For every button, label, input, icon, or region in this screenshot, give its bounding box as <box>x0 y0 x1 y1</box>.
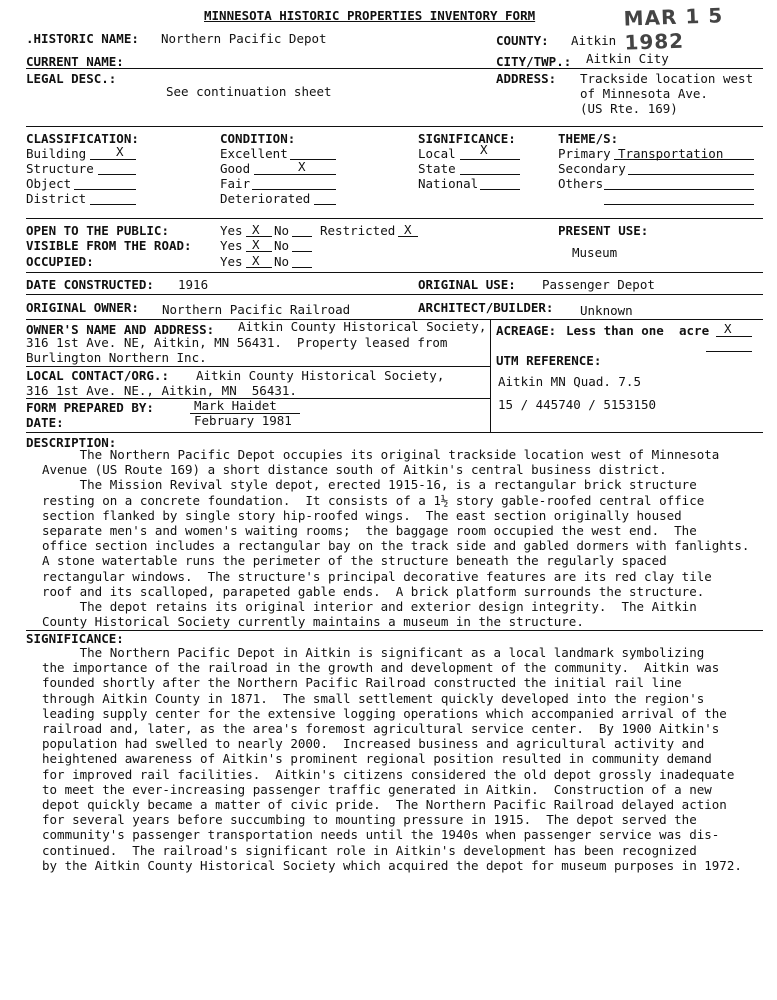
historic-name-label: .HISTORIC NAME: <box>26 31 139 46</box>
description-line: rectangular windows. The structure's principal decorative features are its red clay tile <box>42 568 712 584</box>
contact-line: 316 1st Ave. NE., Aitkin, MN 56431. <box>26 383 297 398</box>
significance-line: community's passenger transportation needs until the 1940s when passenger service was dis- <box>42 827 720 843</box>
present-use-label: PRESENT USE: <box>558 223 649 238</box>
description-label: DESCRIPTION: <box>26 435 117 450</box>
significance-label: SIGNIFICANCE: <box>26 631 124 646</box>
visible-no-label: No <box>274 238 290 253</box>
visible-yes-mark: X <box>252 237 260 252</box>
blank-line <box>98 174 136 175</box>
blank-line <box>314 204 336 205</box>
description-line: roof and its scalloped, parapeted gable ends. A brick platform surrounds the structure. <box>42 583 705 599</box>
restricted-label: Restricted <box>320 223 396 238</box>
classification-object: Object <box>26 176 72 191</box>
significance-line: to meet the ever-increasing passenger traffic generated in Aitkin. Construction of a new <box>42 781 712 797</box>
description-line: The depot retains its original interior and exterior design integrity. The Aitkin <box>42 599 697 615</box>
address-line: (US Rte. 169) <box>580 101 678 116</box>
rule-vertical-box <box>490 319 491 432</box>
blank-line <box>706 351 752 352</box>
received-date-stamp: MAR 1 5 1982 <box>623 3 724 55</box>
description-line: The Northern Pacific Depot occupies its original trackside location west of Minnesota <box>42 447 720 462</box>
architect-label: ARCHITECT/BUILDER: <box>418 300 554 315</box>
city-twp-value: Aitkin City <box>586 51 669 66</box>
rule-owner-contact <box>26 366 490 367</box>
significance-line: by the Aitkin County Historical Society which acquired the depot for museum purposes in 1972. <box>42 857 742 873</box>
blank-line <box>292 251 312 252</box>
occupied-yes-mark: X <box>252 253 260 268</box>
rule-names <box>26 68 763 69</box>
blank-line <box>614 159 754 160</box>
blank-line <box>604 204 754 205</box>
restricted-mark: X <box>404 222 412 237</box>
present-use-value: Museum <box>572 245 618 260</box>
blank-line <box>246 251 272 252</box>
owner-line: Burlington Northern Inc. <box>26 350 207 365</box>
significance-line: the importance of the railroad in the growth and development of the community. Aitkin was <box>42 660 720 676</box>
significance-line: The Northern Pacific Depot in Aitkin is significant as a local landmark symbolizing <box>42 645 705 660</box>
acreage-value: Less than one <box>566 323 664 338</box>
current-name-label: CURRENT NAME: <box>26 54 124 69</box>
utm-label: UTM REFERENCE: <box>496 353 602 368</box>
blank-line <box>460 174 520 175</box>
blank-line <box>254 174 336 175</box>
contact-line: Aitkin County Historical Society, <box>196 368 445 383</box>
condition-fair: Fair <box>220 176 251 191</box>
significance-text <box>42 645 742 873</box>
significance-national: National <box>418 176 479 191</box>
rule-significance <box>26 630 763 631</box>
occupied-label: OCCUPIED: <box>26 254 94 269</box>
visible-road-label: VISIBLE FROM THE ROAD: <box>26 238 192 253</box>
theme-primary: Primary <box>558 146 611 161</box>
classification-label: CLASSIFICATION: <box>26 131 139 146</box>
county-label: COUNTY: <box>496 33 549 48</box>
occupied-no-label: No <box>274 254 290 269</box>
open-yes-mark: X <box>252 222 260 237</box>
county-value: Aitkin <box>571 33 617 48</box>
original-owner-label: ORIGINAL OWNER: <box>26 300 139 315</box>
owners-name-label: OWNER'S NAME AND ADDRESS: <box>26 322 215 337</box>
form-prepared-value: Mark Haidet <box>194 398 277 413</box>
open-public-label: OPEN TO THE PUBLIC: <box>26 223 169 238</box>
theme-primary-value: Transportation <box>618 146 724 161</box>
city-twp-label: CITY/TWP.: <box>496 54 572 69</box>
utm-line: 15 / 445740 / 5153150 <box>498 397 657 412</box>
local-contact-label: LOCAL CONTACT/ORG.: <box>26 368 169 383</box>
rule-description <box>26 432 763 433</box>
owner-line: 316 1st Ave. NE, Aitkin, MN 56431. Property leased from <box>26 335 448 350</box>
blank-line <box>398 236 418 237</box>
legal-desc-value: See continuation sheet <box>166 84 332 99</box>
acre-label: acre <box>679 323 710 338</box>
blank-line <box>246 267 272 268</box>
owner-line: Aitkin County Historical Society, <box>238 319 487 334</box>
rule-access <box>26 272 763 273</box>
date-constructed-value: 1916 <box>178 277 209 292</box>
blank-line <box>292 236 312 237</box>
rule-classification <box>26 218 763 219</box>
theme-secondary: Secondary <box>558 161 626 176</box>
significance-line: founded shortly after the Northern Pacific Railroad constructed the initial rail line <box>42 675 682 691</box>
original-use-value: Passenger Depot <box>542 277 655 292</box>
address-line: of Minnesota Ave. <box>580 86 708 101</box>
significance-local: Local <box>418 146 456 161</box>
condition-good: Good <box>220 161 251 176</box>
address-line: Trackside location west <box>580 71 754 86</box>
classification-building-mark: X <box>116 144 124 159</box>
themes-label: THEME/S: <box>558 131 619 146</box>
description-text <box>42 447 749 629</box>
significance-line: for improved rail facilities. Aitkin's citizens considered the old depot grossly inadequate <box>42 766 735 782</box>
condition-excellent: Excellent <box>220 146 288 161</box>
blank-line <box>480 189 520 190</box>
architect-value: Unknown <box>580 303 633 318</box>
condition-deteriorated: Deteriorated <box>220 191 311 206</box>
blank-line <box>628 174 754 175</box>
rule-dates <box>26 294 763 295</box>
description-line: Avenue (US Route 169) a short distance south of Aitkin's central business district. <box>42 462 667 478</box>
utm-line: Aitkin MN Quad. 7.5 <box>498 374 641 389</box>
original-owner-value: Northern Pacific Railroad <box>162 302 351 317</box>
description-line: office section includes a rectangular bay on the track side and gabled dormers with fanlights. <box>42 538 750 554</box>
significance-line: population had swelled to nearly 2000. Increased business and agricultural activity and <box>42 736 705 752</box>
form-prepared-label: FORM PREPARED BY: <box>26 400 154 415</box>
significance-level-label: SIGNIFICANCE: <box>418 131 516 146</box>
occupied-yes-label: Yes <box>220 254 243 269</box>
blank-line <box>74 189 136 190</box>
open-yes-label: Yes <box>220 223 243 238</box>
historic-name-value: Northern Pacific Depot <box>161 31 327 46</box>
significance-line: continued. The railroad's significant role in Aitkin's development has been recognized <box>42 842 697 858</box>
rule-legal <box>26 126 763 127</box>
original-use-label: ORIGINAL USE: <box>418 277 516 292</box>
significance-state: State <box>418 161 456 176</box>
blank-line <box>292 267 312 268</box>
address-label: ADDRESS: <box>496 71 557 86</box>
significance-line: leading supply center for the extensive logging operations which accompanied arrival of the <box>42 705 727 721</box>
blank-line <box>90 204 136 205</box>
significance-line: for several years before succumbing to mounting pressure in 1915. The depot served the <box>42 812 697 828</box>
classification-district: District <box>26 191 87 206</box>
acre-mark: X <box>724 321 732 336</box>
blank-line <box>290 159 336 160</box>
significance-line: through Aitkin County in 1871. The small settlement quickly developed into the region's <box>42 690 705 706</box>
description-line: County Historical Society currently maintains a museum in the structure. <box>42 614 584 630</box>
classification-structure: Structure <box>26 161 94 176</box>
acreage-label: ACREAGE: <box>496 323 557 338</box>
description-line: resting on a concrete foundation. It consists of a 1½ story gable-roofed central office <box>42 492 705 508</box>
significance-local-mark: X <box>480 142 488 157</box>
description-line: separate men's and women's waiting rooms; the baggage room occupied the west end. The <box>42 523 697 539</box>
condition-label: CONDITION: <box>220 131 296 146</box>
visible-yes-label: Yes <box>220 238 243 253</box>
date-constructed-label: DATE CONSTRUCTED: <box>26 277 154 292</box>
blank-line <box>90 159 136 160</box>
blank-line <box>460 159 520 160</box>
significance-line: depot quickly became a matter of civic pride. The Northern Pacific Railroad delayed action <box>42 797 727 813</box>
significance-line: railroad and, later, as the area's foremost agricultural service center. By 1900 Aitkin's <box>42 721 720 737</box>
description-line: The Mission Revival style depot, erected 1915-16, is a rectangular brick structure <box>42 477 697 493</box>
theme-others: Others <box>558 176 604 191</box>
description-line: A stone watertable runs the perimeter of the structure beneath the regularly spaced <box>42 553 667 569</box>
date-value: February 1981 <box>194 413 292 428</box>
form-title: MINNESOTA HISTORIC PROPERTIES INVENTORY FORM <box>204 8 536 23</box>
legal-desc-label: LEGAL DESC.: <box>26 71 117 86</box>
description-line: section flanked by single story hip-roofed wings. The east section originally housed <box>42 507 682 523</box>
date-label: DATE: <box>26 415 64 430</box>
significance-line: heightened awareness of Aitkin's prominent regional position resulted in community demand <box>42 751 712 767</box>
blank-line <box>604 189 754 190</box>
open-no-label: No <box>274 223 290 238</box>
blank-line <box>252 189 336 190</box>
blank-line <box>716 336 752 337</box>
classification-building: Building <box>26 146 87 161</box>
condition-good-mark: X <box>298 159 306 174</box>
